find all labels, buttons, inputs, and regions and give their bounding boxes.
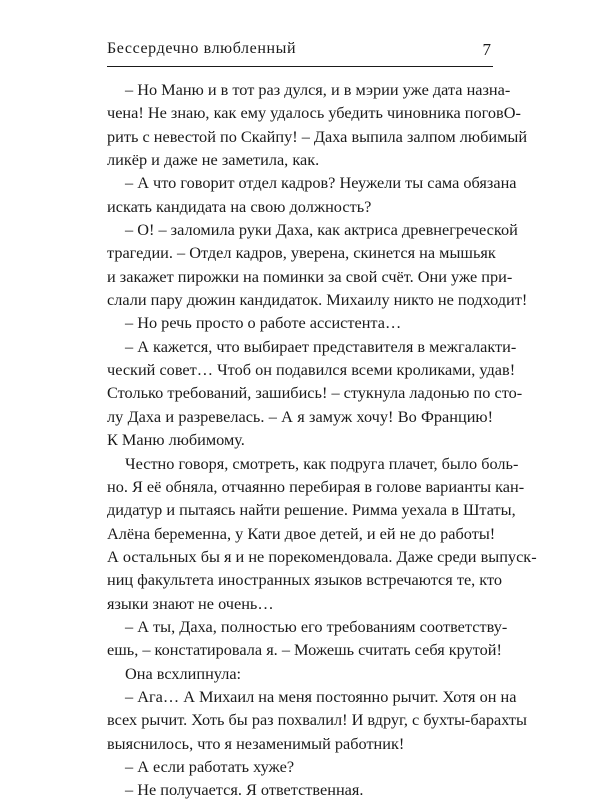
text-line: К Маню любимому. (107, 430, 245, 450)
text-line: искать кандидата на свою должность? (107, 196, 372, 216)
text-line: слали пару дюжин кандидаток. Михаилу никто не подходит! (107, 290, 528, 310)
text-line: – Ага… А Михаил на меня постоянно рычит. Хотя он на (125, 686, 517, 706)
text-line: трагедии. – Отдел кадров, уверена, скинется на мышьяк (107, 243, 496, 263)
text-line: но. Я её обняла, отчаянно перебирая в голове варианты кан- (107, 476, 525, 496)
text-line: ческий совет… Чтоб он подавился всеми кроликами, удав! (107, 360, 516, 380)
text-line: А остальных бы я и не порекомендовала. Даже среди выпуск- (107, 546, 537, 566)
page-number: 7 (482, 40, 491, 59)
text-line: языки знают не очень… (107, 593, 274, 613)
text-line: ниц факультета иностранных языков встречаются те, кто (107, 570, 503, 590)
book-title: Бессердечно влюбленный (107, 40, 297, 57)
text-line: – Но речь просто о работе ассистента… (125, 313, 402, 333)
text-line: – А ты, Даха, полностью его требованиям соответству- (125, 616, 508, 636)
text-line: и закажет пирожки на поминки за свой счёт. Они уже при- (107, 266, 513, 286)
text-line: – А кажется, что выбирает представителя в межгалакти- (125, 336, 517, 356)
header-divider (107, 66, 493, 67)
text-line: ешь, – констатировала я. – Можешь считать себя крутой! (107, 640, 502, 660)
text-line: выяснилось, что я незаменимый работник! (107, 733, 405, 753)
text-line: Она всхлипнула: (125, 663, 242, 683)
text-line: Алёна беременна, у Кати двое детей, и ей не до работы! (107, 523, 496, 543)
text-line: – А что говорит отдел кадров? Неужели ты сама обязана (125, 173, 517, 193)
text-line: – А если работать хуже? (125, 756, 295, 776)
text-line: лу Даха и разревелась. – А я замуж хочу! Во Францию! (107, 406, 493, 426)
text-line: рить с невестой по Скайпу! – Даха выпила залпом любимый (107, 126, 528, 146)
text-line: Столько требований, зашибись! – стукнула ладонью по сто- (107, 383, 523, 403)
text-line: всех рычит. Хоть бы раз похвалил! И вдруг, с бухты-барахты (107, 710, 527, 730)
text-line: Честно говоря, смотреть, как подруга плачет, было боль- (125, 453, 519, 473)
text-line: дидатур и пытаясь найти решение. Римма уехала в Штаты, (107, 500, 516, 520)
text-line: – Не получается. Я ответственная. (125, 780, 364, 800)
text-line: – Но Маню и в тот раз дулся, и в мэрии уже дата назна- (125, 80, 511, 99)
body-text (107, 78, 537, 802)
running-header (107, 38, 493, 62)
text-line: ликёр и даже не заметила, как. (107, 150, 320, 170)
text-line: – О! – заломила руки Даха, как актриса древнегреческой (125, 220, 518, 240)
text-line: чена! Не знаю, как ему удалось убедить чиновника поговО- (107, 103, 521, 123)
